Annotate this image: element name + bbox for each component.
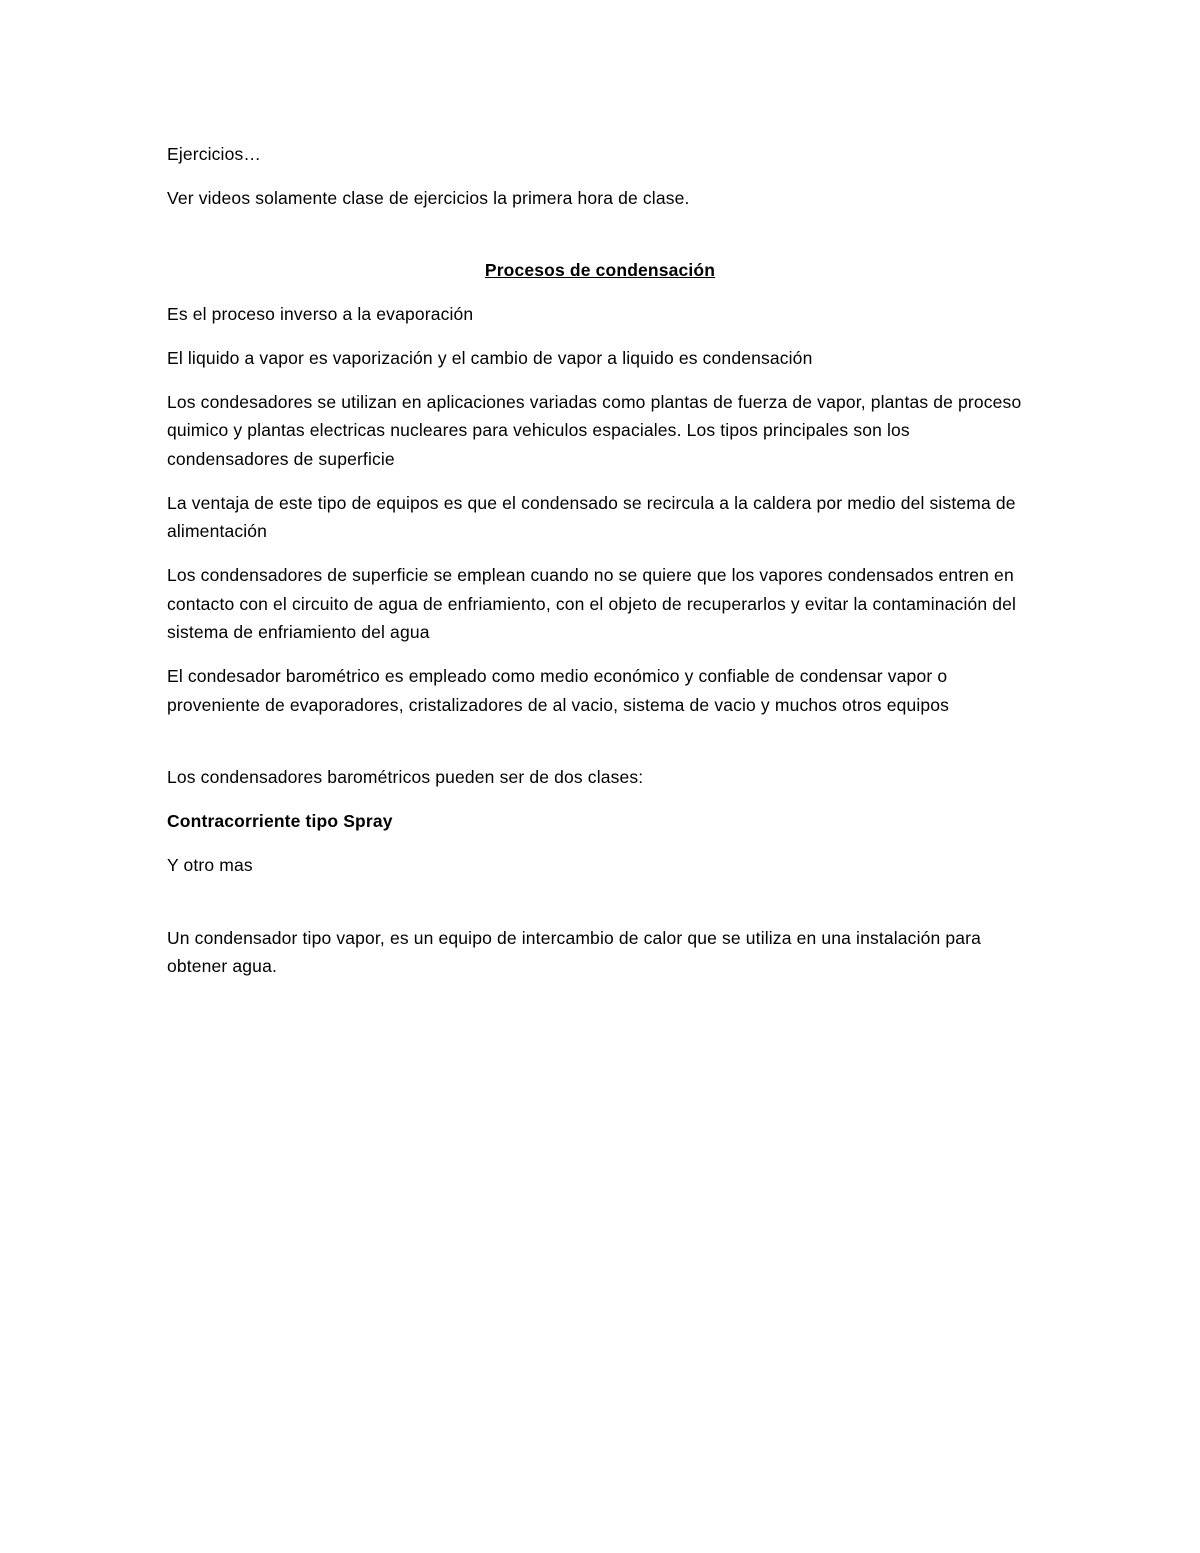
paragraph-inverse-evaporation: Es el proceso inverso a la evaporación <box>167 303 474 324</box>
paragraph-vaporization: El liquido a vapor es vaporización y el cambio de vapor a liquido es condensación <box>167 347 813 368</box>
paragraph-vapor-condenser: Un condensador tipo vapor, es un equipo de intercambio de calor que se utiliza en una instalación para obtener agua. <box>167 927 982 976</box>
exercises-label: Ejercicios… <box>167 144 262 164</box>
videos-note: Ver videos solamente clase de ejercicios la primera hora de clase. <box>167 188 690 208</box>
paragraph-another: Y otro mas <box>167 855 253 875</box>
document-body <box>167 140 1033 996</box>
paragraph-barometric-condenser: El condesador barométrico es empleado como medio económico y confiable de condensar vapor o proveniente de evaporadores, cristalizadores de al vacio, sistema de vacio y muchos otros equipos <box>167 666 950 715</box>
section-title: Procesos de condensación <box>484 259 716 280</box>
subheading-counterflow-spray: Contracorriente tipo Spray <box>167 811 393 831</box>
paragraph-applications: Los condesadores se utilizan en aplicaciones variadas como plantas de fuerza de vapor, plantas de proceso quimico y plantas electricas nucleares para vehiculos espaciales. Los tipos principales son los condensadores de superficie <box>167 391 1022 469</box>
paragraph-advantage: La ventaja de este tipo de equipos es que el condensado se recircula a la caldera por medio del sistema de alimentación <box>167 492 1016 541</box>
paragraph-surface-condensers: Los condensadores de superficie se emplean cuando no se quiere que los vapores condensados entren en contacto con el circuito de agua de enfriamiento, con el objeto de recuperarlos y evitar la contaminación del sistema de enfriamiento del agua <box>167 565 1017 642</box>
paragraph-two-classes: Los condensadores barométricos pueden ser de dos clases: <box>167 767 644 787</box>
